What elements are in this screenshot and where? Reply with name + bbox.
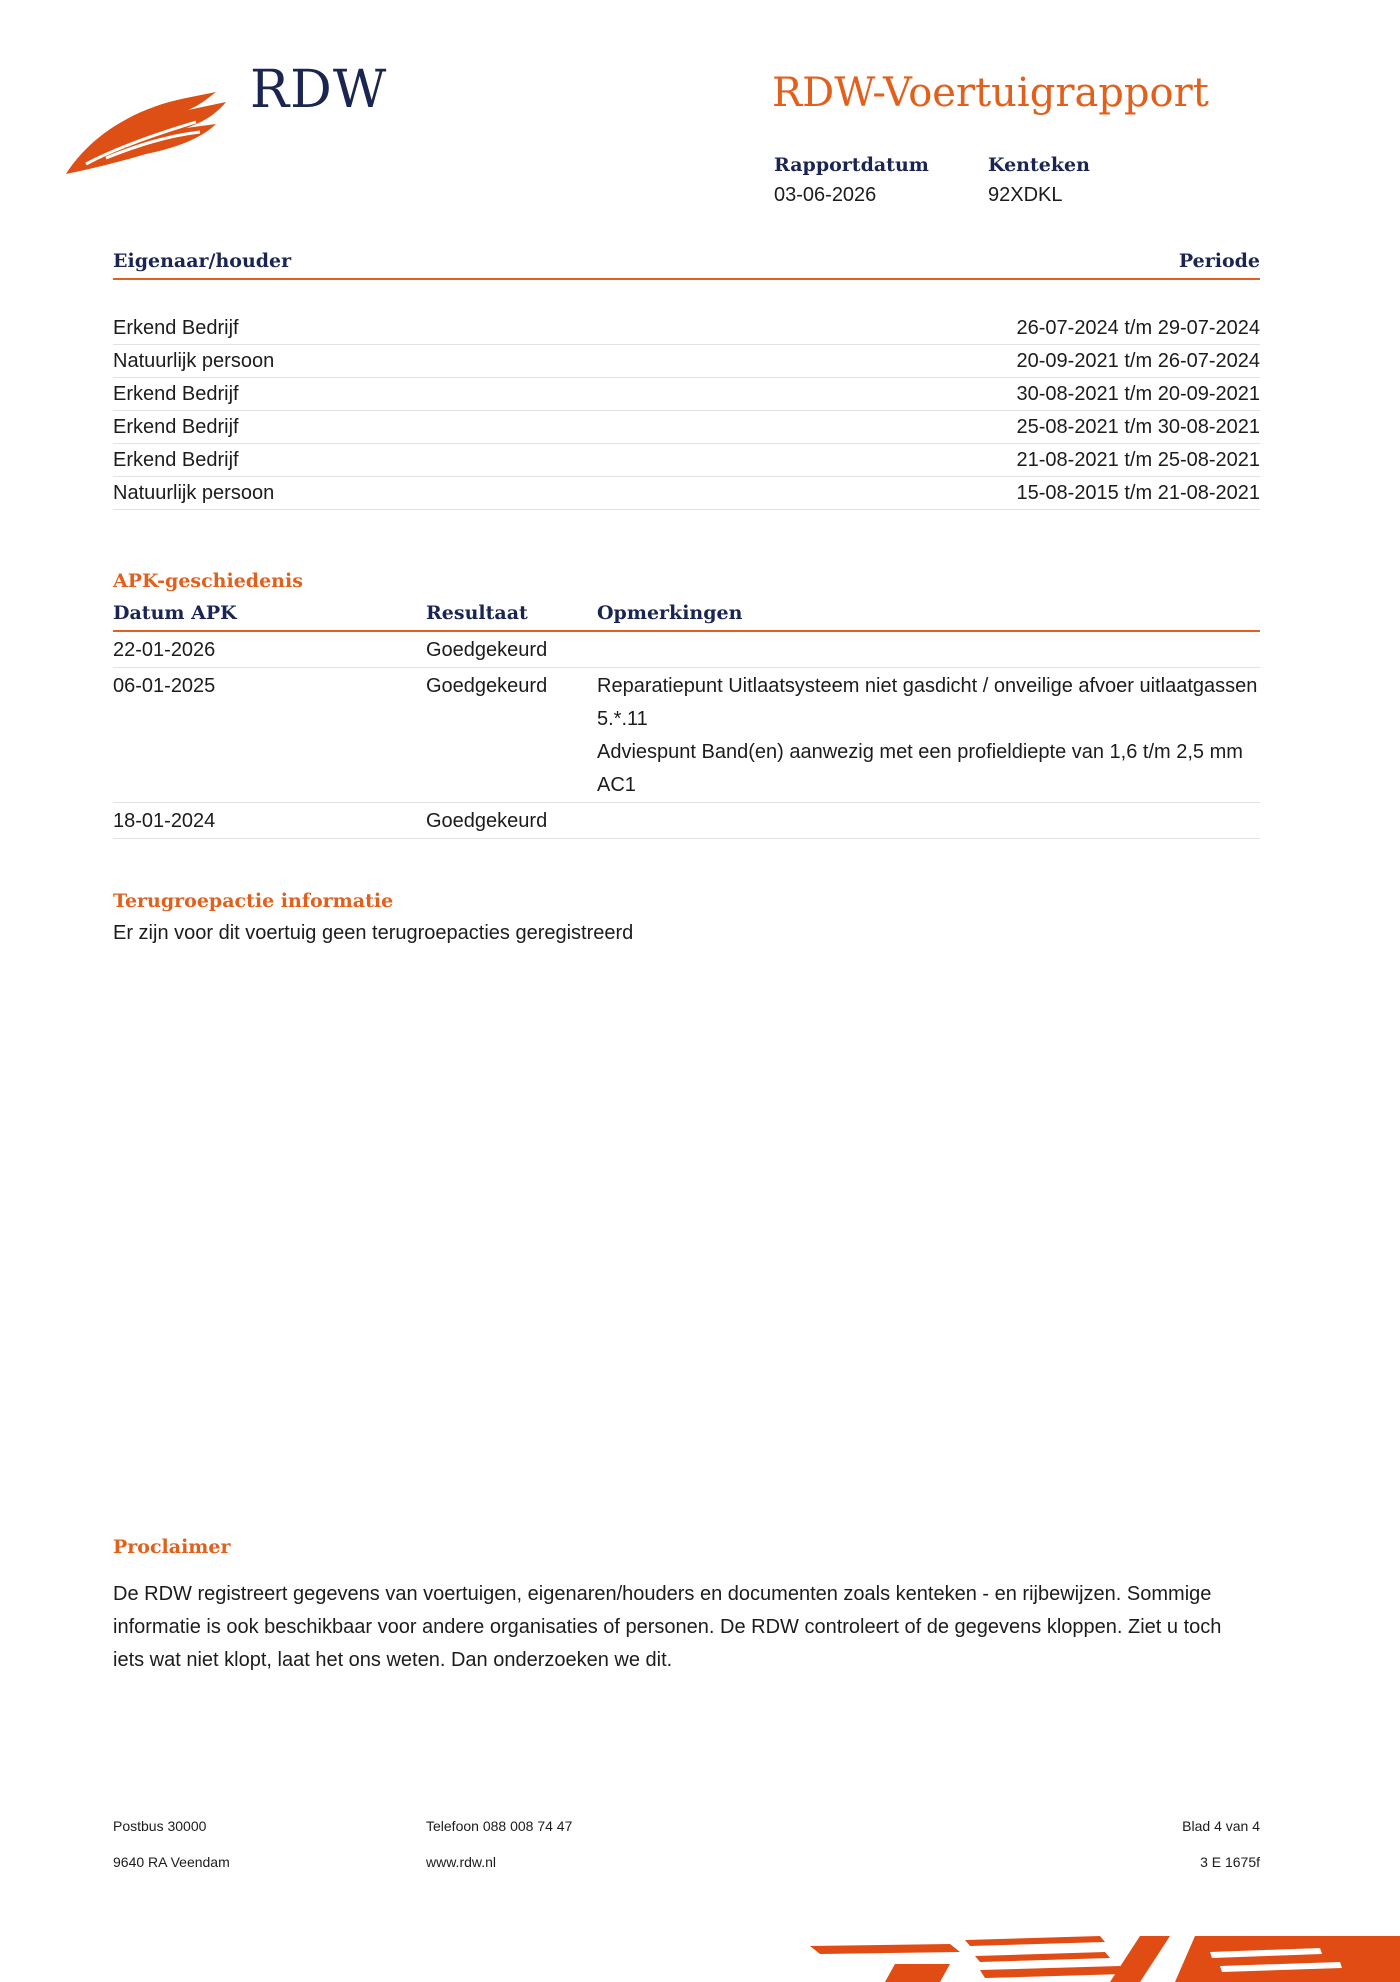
period-cell: 25-08-2021 t/m 30-08-2021	[1016, 416, 1260, 438]
apk-result-cell: Goedgekeurd	[426, 810, 548, 832]
apk-remarks-cell	[597, 805, 1260, 838]
apk-remark: Reparatiepunt Uitlaatsysteem niet gasdicht / onveilige afvoer uitlaatgassen 5.*.11	[597, 675, 1258, 730]
table-row	[113, 444, 1260, 477]
apk-date-cell: 22-01-2026	[113, 639, 216, 661]
col-period-header: Periode	[1178, 250, 1260, 272]
period-cell: 30-08-2021 t/m 20-09-2021	[1016, 383, 1260, 405]
header-divider	[113, 278, 1260, 280]
period-cell: 20-09-2021 t/m 26-07-2024	[1016, 350, 1260, 372]
owner-cell: Erkend Bedrijf	[113, 449, 239, 471]
table-row	[113, 312, 1260, 345]
table-row	[113, 378, 1260, 411]
table-row	[113, 345, 1260, 378]
footer-page-number: Blad 4 van 4	[1182, 1818, 1260, 1834]
table-row	[113, 411, 1260, 444]
apk-remarks-cell	[597, 670, 1260, 802]
table-row	[113, 803, 1260, 839]
proclaimer-text: De RDW registreert gegevens van voertuigen, eigenaren/houders en documenten zoals kenteken - en rijbewijzen. Sommige informatie is ook beschikbaar voor andere organisaties of personen. De RDW controleert of de gegevens kloppen. Ziet u toch iets wat niet klopt, laat het ons weten. Dan onderzoeken we dit.	[113, 1583, 1222, 1671]
col-date-header: Datum APK	[113, 602, 237, 624]
apk-section-heading: APK-geschiedenis	[113, 570, 303, 592]
apk-date-cell: 06-01-2025	[113, 675, 216, 697]
col-result-header: Resultaat	[426, 602, 528, 624]
col-owner-header: Eigenaar/houder	[113, 250, 292, 272]
apk-result-cell: Goedgekeurd	[426, 675, 548, 697]
recall-section-heading: Terugroepactie informatie	[113, 890, 394, 912]
col-remarks-header: Opmerkingen	[597, 602, 743, 624]
recall-text: Er zijn voor dit voertuig geen terugroepacties geregistreerd	[113, 922, 634, 944]
owner-cell: Erkend Bedrijf	[113, 416, 239, 438]
table-row	[113, 477, 1260, 510]
report-date-label: Rapportdatum	[774, 154, 929, 176]
page-title: RDW-Voertuigrapport	[772, 70, 1209, 116]
apk-date-cell: 18-01-2024	[113, 810, 216, 832]
footer-phone: Telefoon 088 008 74 47	[426, 1818, 573, 1834]
apk-remarks-cell	[597, 634, 1260, 667]
report-date-value: 03-06-2026	[774, 184, 877, 206]
table-row	[113, 632, 1260, 668]
footer-postal-city: 9640 RA Veendam	[113, 1854, 230, 1870]
period-cell: 21-08-2021 t/m 25-08-2021	[1016, 449, 1260, 471]
owner-history-table	[113, 248, 1260, 510]
apk-table-header	[113, 600, 1260, 630]
footer-website-link[interactable]: www.rdw.nl	[426, 1854, 497, 1870]
rdw-logo-icon	[66, 92, 236, 178]
plate-label: Kenteken	[988, 154, 1090, 176]
table-row	[113, 668, 1260, 803]
plate-value: 92XDKL	[988, 184, 1063, 206]
apk-history-table	[113, 600, 1260, 839]
footer-po-box: Postbus 30000	[113, 1818, 207, 1834]
period-cell: 15-08-2015 t/m 21-08-2021	[1016, 482, 1260, 504]
logo-text: RDW	[250, 60, 388, 120]
footer-document-code: 3 E 1675f	[1200, 1854, 1260, 1870]
period-cell: 26-07-2024 t/m 29-07-2024	[1016, 317, 1260, 339]
apk-remark: Adviespunt Band(en) aanwezig met een profieldiepte van 1,6 t/m 2,5 mm AC1	[597, 741, 1243, 796]
footer-stripes-icon	[800, 1922, 1400, 1982]
owner-cell: Erkend Bedrijf	[113, 383, 239, 405]
apk-result-cell: Goedgekeurd	[426, 639, 548, 661]
owner-cell: Natuurlijk persoon	[113, 482, 275, 504]
proclaimer-heading: Proclaimer	[113, 1536, 231, 1558]
owner-cell: Erkend Bedrijf	[113, 317, 239, 339]
owner-cell: Natuurlijk persoon	[113, 350, 275, 372]
owner-table-header	[113, 248, 1260, 278]
